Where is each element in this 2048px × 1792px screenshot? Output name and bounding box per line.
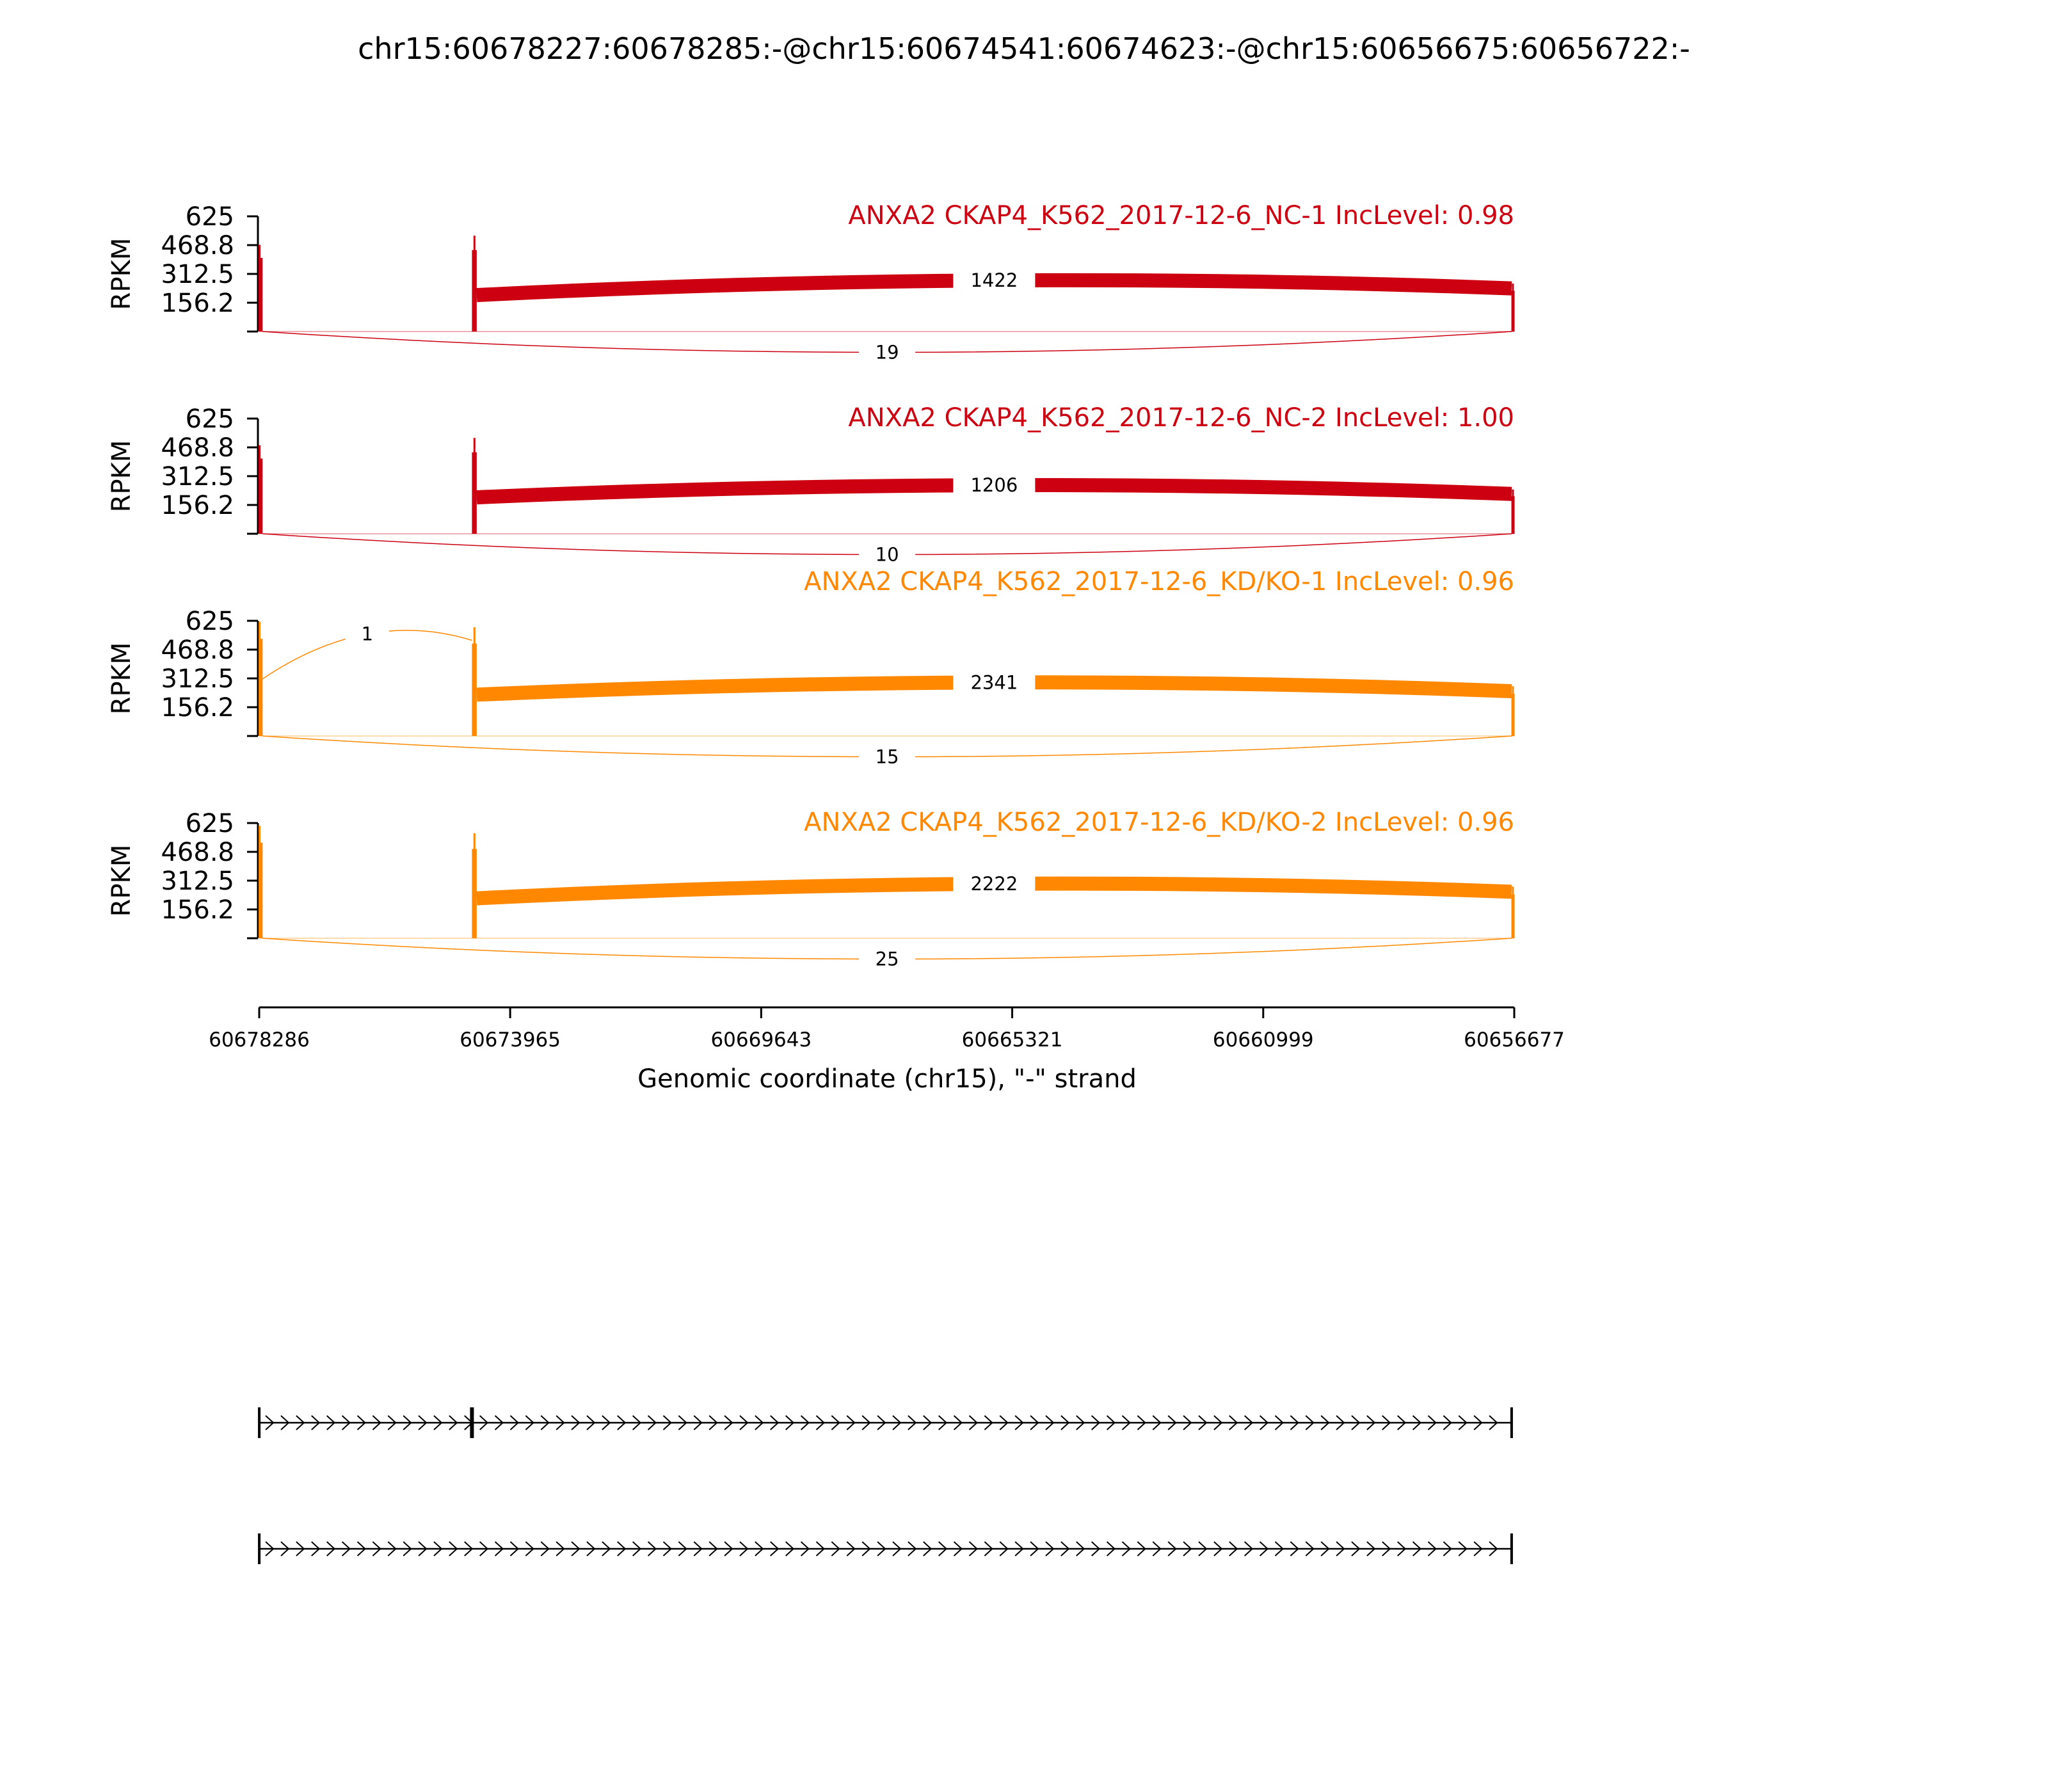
y-tick-label: 468.8 xyxy=(161,837,234,867)
y-tick-label: 312.5 xyxy=(161,462,234,492)
junction-count: 2222 xyxy=(970,872,1018,895)
y-tick-label: 468.8 xyxy=(161,230,234,260)
y-tick-label: 468.8 xyxy=(161,635,234,665)
x-axis-label: Genomic coordinate (chr15), "-" strand xyxy=(637,1064,1137,1094)
y-axis-label: RPKM xyxy=(107,844,136,917)
y-tick-label: 156.2 xyxy=(161,491,234,521)
exon-block xyxy=(258,1407,260,1438)
x-axis xyxy=(209,1007,1565,1052)
sample-panel xyxy=(107,403,1515,568)
sample-panel xyxy=(107,567,1515,770)
y-tick-label: 312.5 xyxy=(161,664,234,694)
y-tick-label: 156.2 xyxy=(161,693,234,723)
junction-count: 19 xyxy=(875,341,899,364)
y-tick-label: 625 xyxy=(185,607,234,636)
panel-title: ANXA2 CKAP4_K562_2017-12-6_NC-1 IncLevel: 0.98 xyxy=(848,201,1514,230)
junction-count: 2341 xyxy=(970,671,1018,694)
y-axis-label: RPKM xyxy=(107,440,136,513)
y-tick-label: 625 xyxy=(185,202,234,232)
exon-block xyxy=(1510,1533,1513,1564)
y-tick-label: 312.5 xyxy=(161,867,234,896)
junction-count: 25 xyxy=(875,948,899,970)
sample-panel xyxy=(107,808,1515,972)
exon-block xyxy=(1510,1407,1513,1438)
x-tick-label: 60669643 xyxy=(710,1028,812,1052)
x-tick-label: 60673965 xyxy=(460,1028,561,1052)
panel-title: ANXA2 CKAP4_K562_2017-12-6_NC-2 IncLevel: 1.00 xyxy=(848,403,1514,433)
sample-panels xyxy=(107,201,1515,972)
junction-count: 10 xyxy=(875,543,899,566)
exon-block xyxy=(470,1407,474,1438)
junction-count: 15 xyxy=(875,746,899,768)
x-tick-label: 60660999 xyxy=(1212,1028,1314,1052)
x-tick-label: 60665321 xyxy=(961,1028,1063,1052)
junction-count: 1206 xyxy=(970,474,1018,497)
y-tick-label: 625 xyxy=(185,809,234,838)
panel-title: ANXA2 CKAP4_K562_2017-12-6_KD/KO-2 IncLevel: 0.96 xyxy=(804,808,1514,837)
x-tick-label: 60656677 xyxy=(1464,1028,1565,1052)
y-tick-label: 156.2 xyxy=(161,289,234,319)
y-tick-label: 625 xyxy=(185,404,234,434)
transcript xyxy=(258,1533,1513,1564)
y-axis-label: RPKM xyxy=(107,642,136,715)
y-tick-label: 468.8 xyxy=(161,433,234,463)
transcript-track xyxy=(258,1407,1513,1564)
y-tick-label: 312.5 xyxy=(161,260,234,289)
exon-block xyxy=(258,1533,260,1564)
figure-title: chr15:60678227:60678285:-@chr15:60674541:60674623:-@chr15:60656675:60656722:- xyxy=(358,31,1690,66)
sample-panel xyxy=(107,201,1515,365)
transcript xyxy=(258,1407,1513,1438)
y-tick-label: 156.2 xyxy=(161,895,234,925)
panel-title: ANXA2 CKAP4_K562_2017-12-6_KD/KO-1 IncLevel: 0.96 xyxy=(804,567,1514,596)
x-tick-label: 60678286 xyxy=(209,1028,310,1052)
y-axis-label: RPKM xyxy=(107,237,136,310)
junction-count: 1 xyxy=(361,623,374,645)
junction-count: 1422 xyxy=(970,269,1018,292)
